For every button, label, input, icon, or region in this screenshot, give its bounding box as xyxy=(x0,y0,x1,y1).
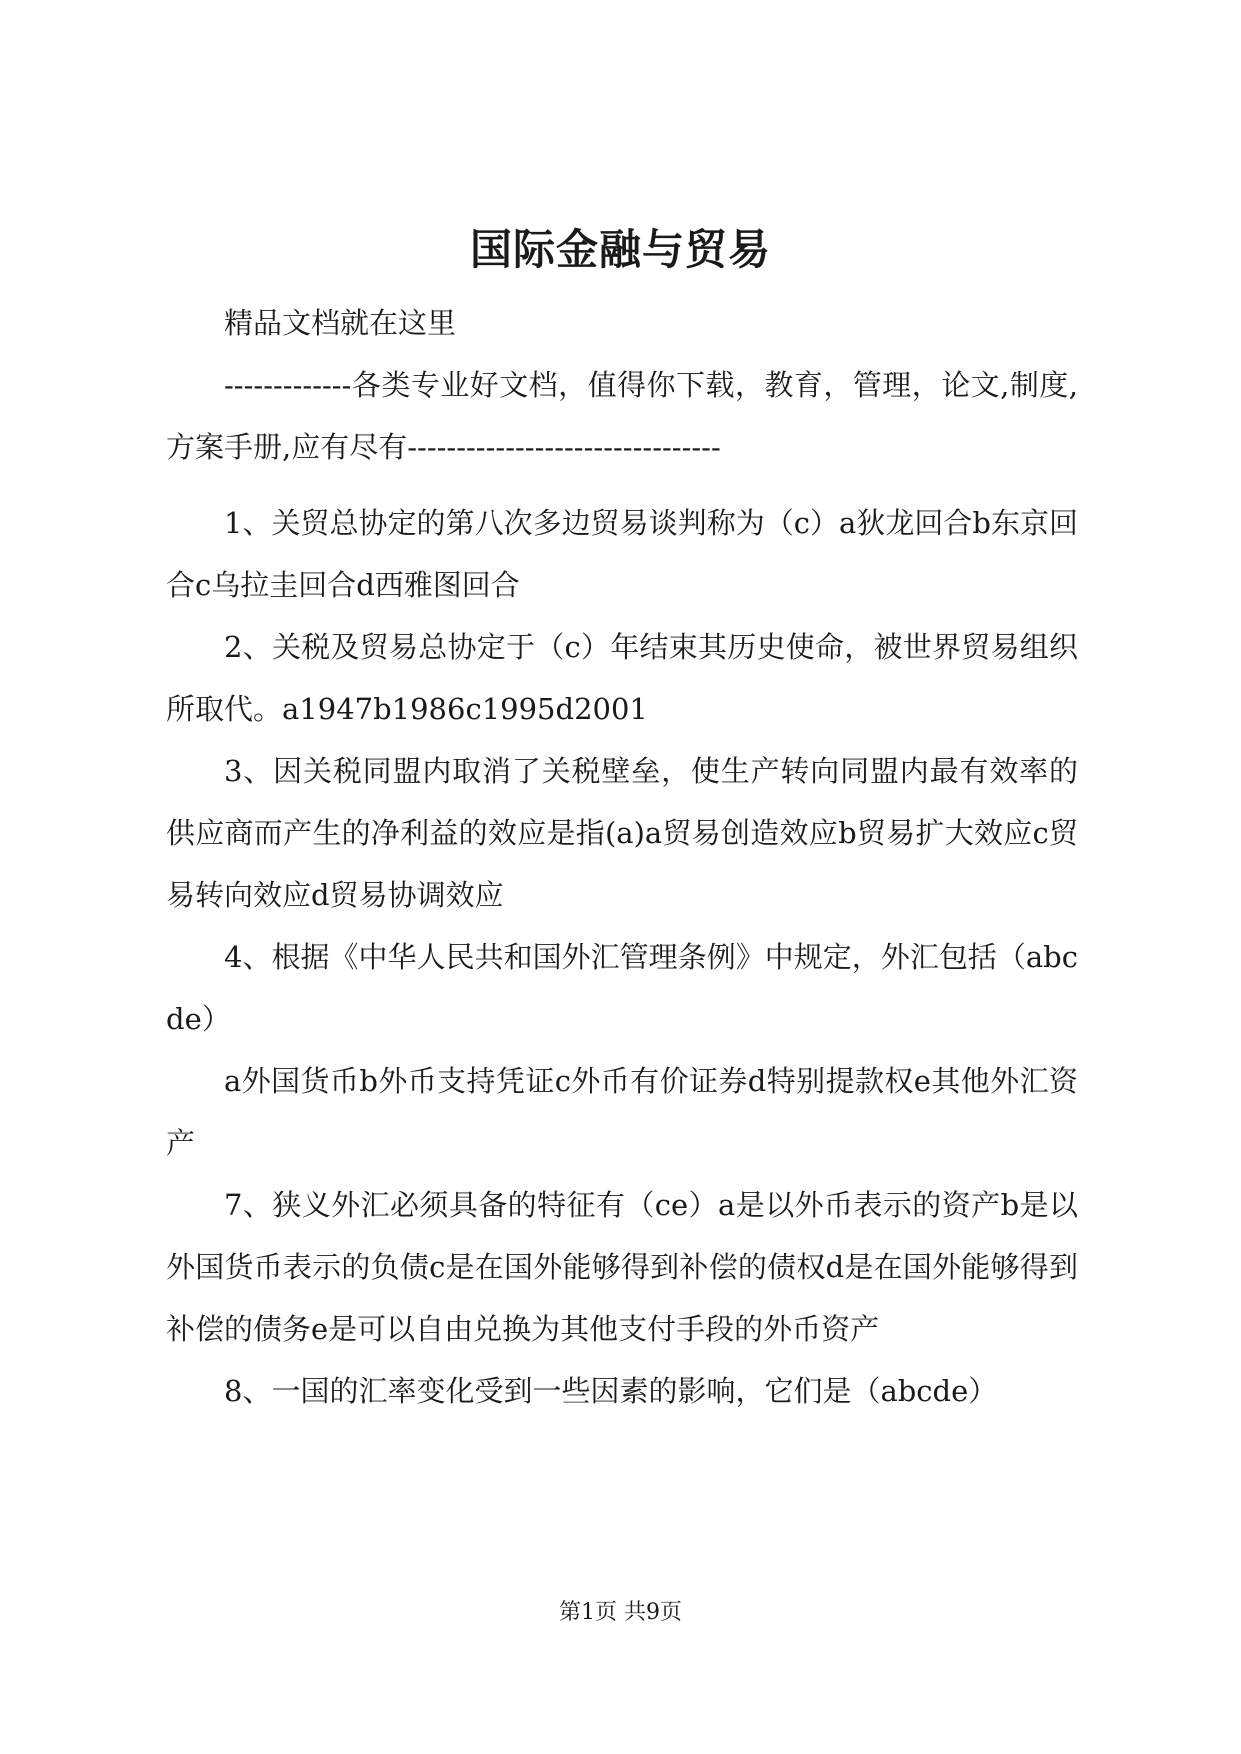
question-7: 7、狭义外汇必须具备的特征有（ce）a是以外币表示的资产b是以外国货币表示的负债c是在国外能够得到补偿的债权d是在国外能够得到补偿的债务e是可以自由兑换为其他支付手段的外币资产 xyxy=(166,1188,1078,1346)
question-8: 8、一国的汇率变化受到一些因素的影响，它们是（abcde） xyxy=(224,1374,998,1408)
page-footer: 第1页 共9页 xyxy=(559,1600,682,1625)
question-2: 2、关税及贸易总协定于（c）年结束其历史使命，被世界贸易组织所取代。a1947b1986c1995d2001 xyxy=(166,630,1078,726)
document-title: 国际金融与贸易 xyxy=(469,225,771,274)
question-4-options: a外国货币b外币支持凭证c外币有价证券d特别提款权e其他外汇资产 xyxy=(166,1064,1078,1160)
document-body xyxy=(166,292,1078,1422)
question-4: 4、根据《中华人民共和国外汇管理条例》中规定，外汇包括（abcde） xyxy=(166,940,1078,1036)
question-3: 3、因关税同盟内取消了关税壁垒，使生产转向同盟内最有效率的供应商而产生的净利益的效应是指(a)a贸易创造效应b贸易扩大效应c贸易转向效应d贸易协调效应 xyxy=(166,754,1078,912)
intro-line: 精品文档就在这里 xyxy=(224,306,457,340)
question-1: 1、关贸总协定的第八次多边贸易谈判称为（c）a狄龙回合b东京回合c乌拉圭回合d西雅图回合 xyxy=(166,506,1078,602)
intro-banner: -------------各类专业好文档，值得你下载，教育，管理，论文,制度,方案手册,应有尽有-------------------------------- xyxy=(166,368,1078,464)
